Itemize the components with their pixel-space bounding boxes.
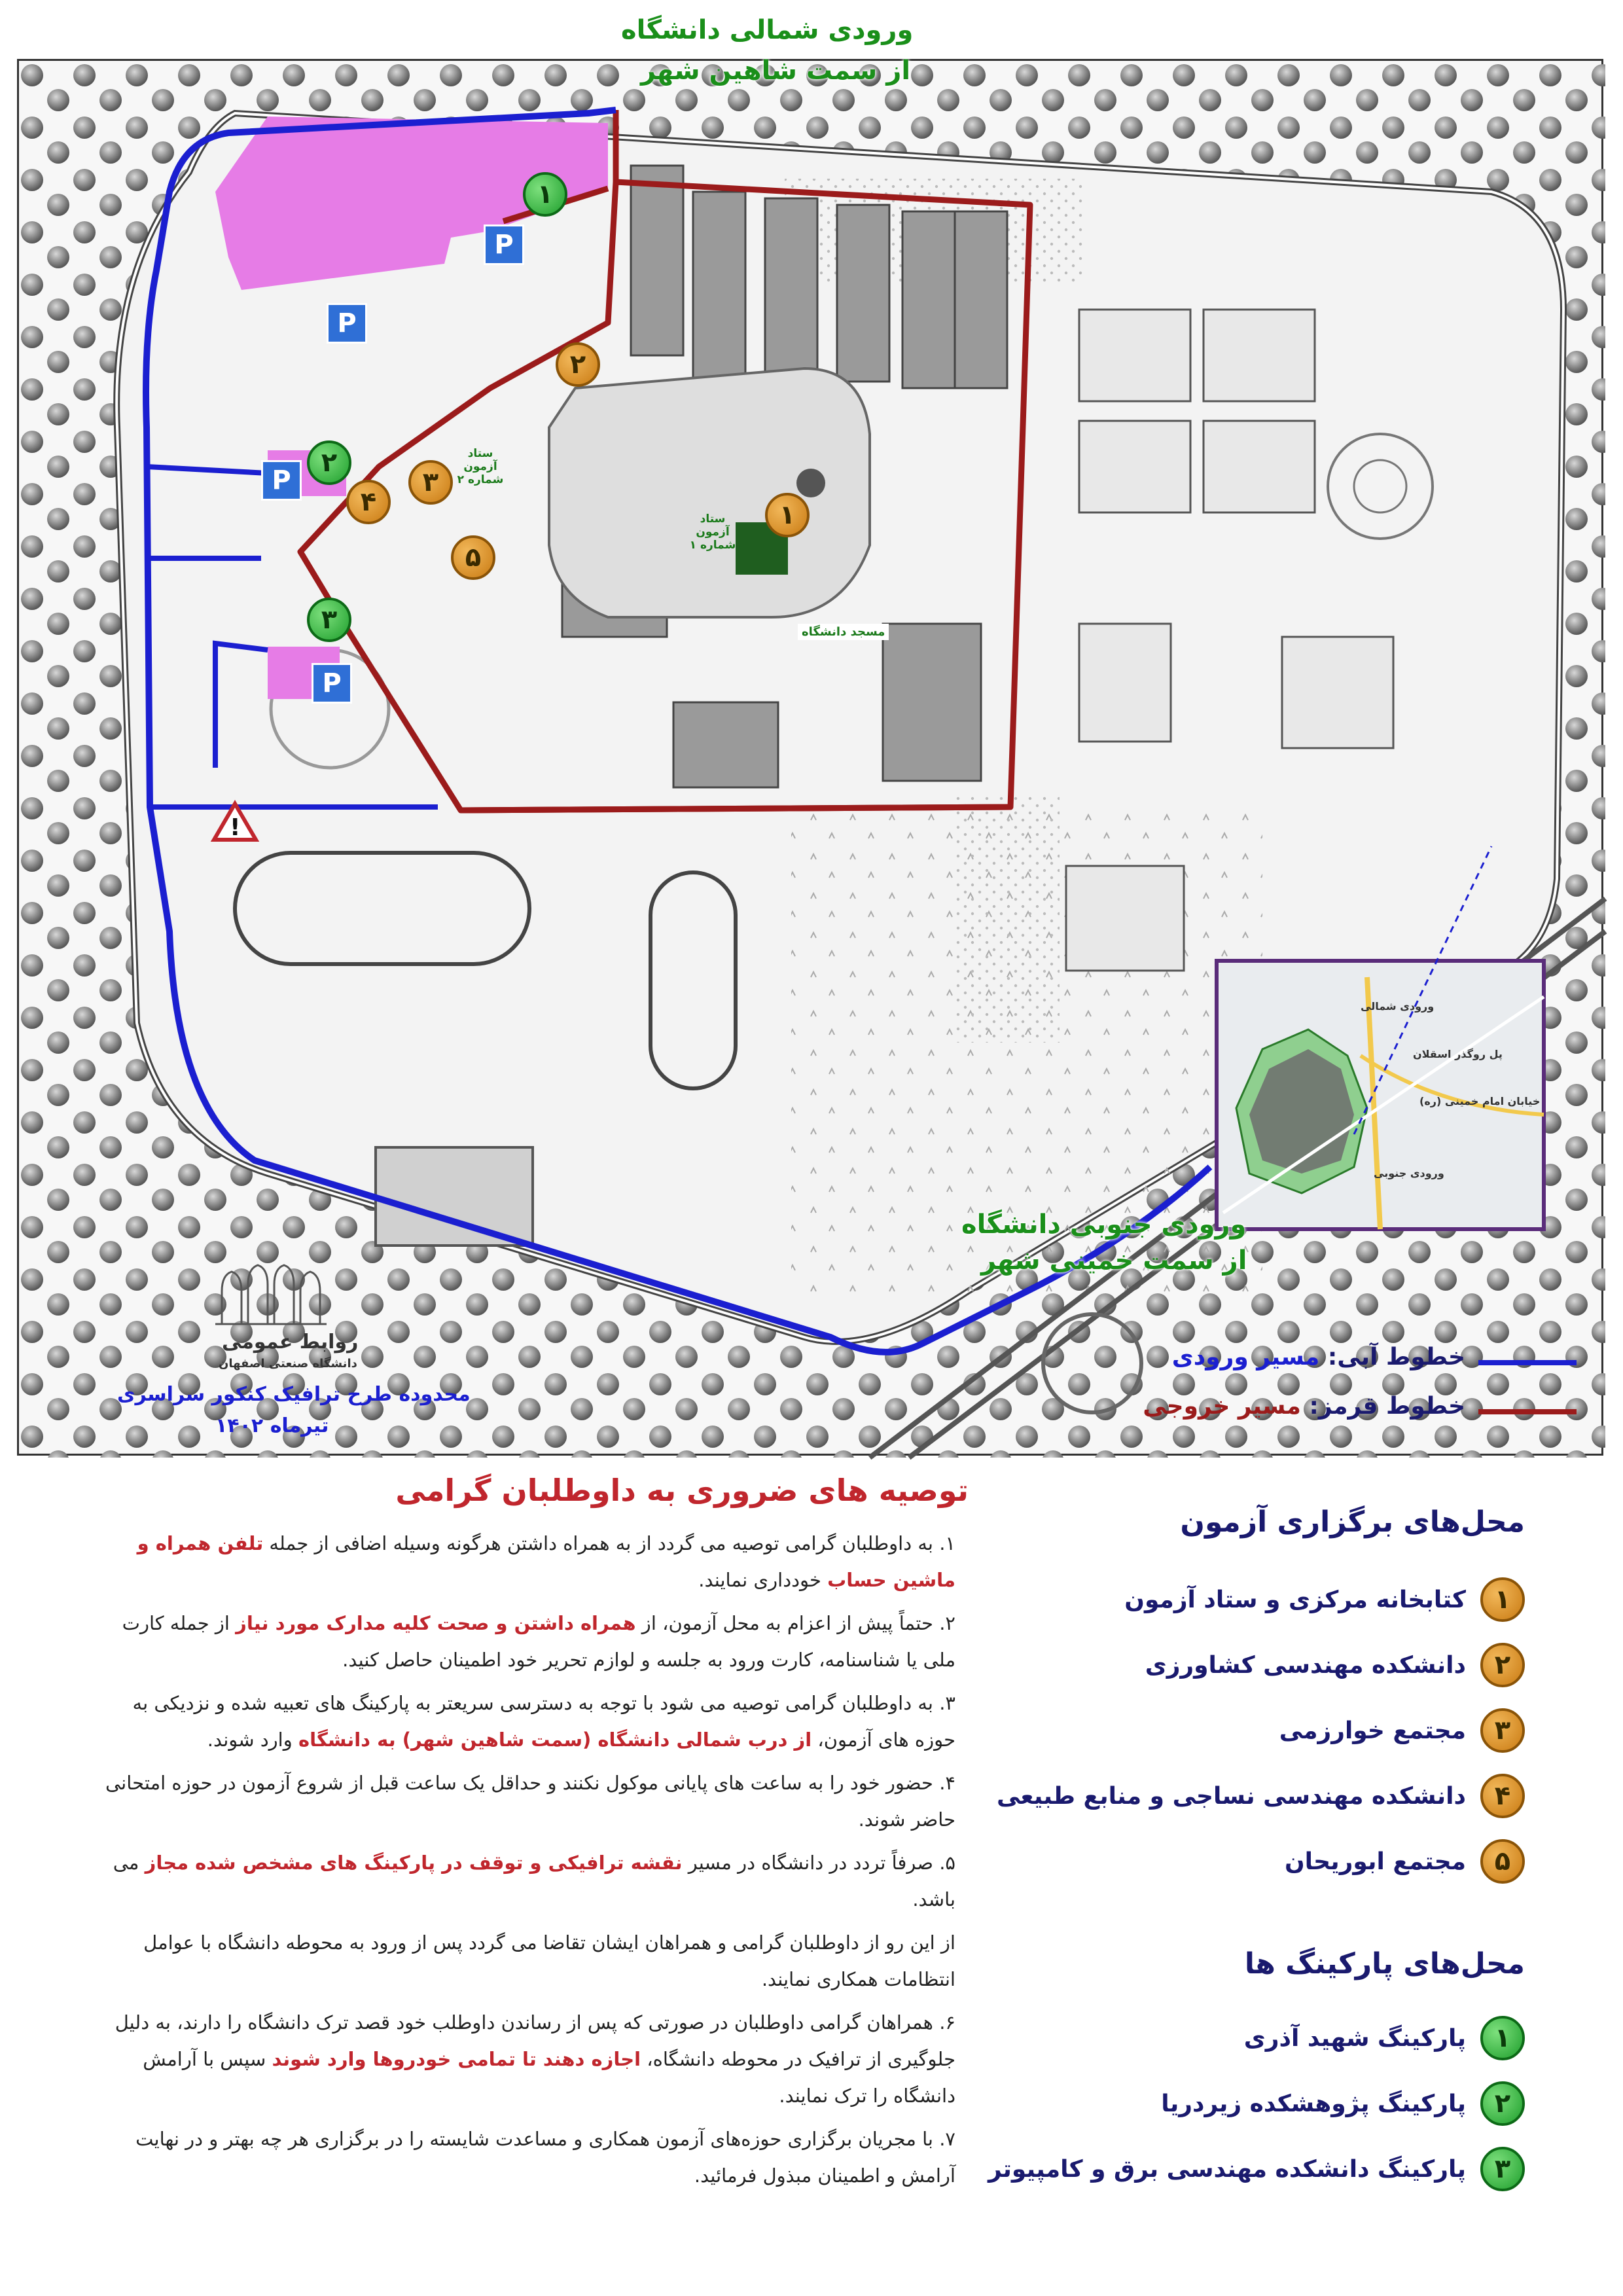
- hq2-label: ستاد آزمون شماره ۲: [457, 447, 504, 486]
- exam-location-1-label: کتابخانه مرکزی و ستاد آزمون: [1124, 1586, 1466, 1613]
- parking-marker-2[interactable]: ۲: [307, 440, 351, 485]
- mosque-label: مسجد دانشگاه: [798, 624, 889, 640]
- parking-1-badge: ۱: [1480, 2016, 1525, 2060]
- date-text: تیرماه ۱۴۰۲: [215, 1414, 329, 1437]
- north-entrance-title: ورودی شمالی دانشگاه: [621, 15, 914, 45]
- exam-location-5-label: مجتمع ابوریحان: [1284, 1848, 1466, 1875]
- recommendation-5-note: از این رو از داوطلبان گرامی و همراهان ایشان تقاضا می گردد پس از ورود به محوطه دانشگاه با عوامل انتظامات همکاری نمایند.: [143, 1931, 955, 1990]
- parking-marker-1[interactable]: ۱: [523, 172, 567, 217]
- parking-3-label: پارکینگ دانشکده مهندسی برق و کامپیوتر: [988, 2155, 1466, 2183]
- recommendations-list: [92, 1525, 955, 2200]
- recommendation-3: ۳. به داوطلبان گرامی توصیه می شود با توجه به دسترسی سریعتر به پارکینگ های تعبیه شده و نزدیکی به حوزه های آزمون، از درب شمالی دانشگاه (سمت شاهین شهر) به دانشگاه وارد شوند.: [132, 1692, 955, 1751]
- parking-2-label: پارکینگ پژوهشکده زیردریا: [1161, 2090, 1466, 2117]
- parking-sign-1: P: [484, 224, 524, 265]
- recommendation-1: ۱. به داوطلبان گرامی توصیه می گردد از به همراه داشتن هرگونه وسیله اضافی از جمله تلفن همراه و ماشین حساب خودداری نمایند.: [137, 1532, 955, 1591]
- legend-blue-prefix: خطوط آبی:: [1327, 1344, 1465, 1371]
- recommendations-title: توصیه های ضروری به داوطلبان گرامی: [395, 1473, 969, 1508]
- parking-2: [1161, 2081, 1525, 2126]
- legend-blue: [1164, 1344, 1465, 1371]
- exam-location-3: [1279, 1708, 1525, 1753]
- exam-location-1-badge: ۱: [1480, 1577, 1525, 1622]
- recommendation-5: ۵. صرفاً تردد در دانشگاه در مسیر نقشه ترافیکی و توقف در پارکینگ های مشخص شده مجاز می باشد.: [113, 1852, 955, 1910]
- exam-location-3-badge: ۳: [1480, 1708, 1525, 1753]
- parking-sign-1b: P: [327, 303, 367, 344]
- org-subname: دانشگاه صنعتی اصفهان: [219, 1357, 357, 1371]
- parkings-title: محل‌های پارکینگ ها: [1244, 1947, 1525, 1981]
- scope-text: محدوده طرح ترافیک کنکور سراسری: [117, 1383, 471, 1406]
- recommendation-4: ۴. حضور خود را به ساعت های پایانی موکول نکنند و حداقل یک ساعت قبل از شروع آزمون در حوزه امتحانی حاضر شوند.: [105, 1772, 955, 1831]
- parking-1: [1244, 2016, 1525, 2060]
- exam-location-2-badge: ۲: [1480, 1643, 1525, 1687]
- recommendation-6: ۶. همراهان گرامی داوطلبان در صورتی که پس از رساندن داوطلب خود قصد ترک دانشگاه را دارند، به دلیل جلوگیری از ترافیک در محوطه دانشگاه، اجازه دهند تا تمامی خودروها وارد شوند سپس با آرامش دانشگاه را ترک نمایند.: [115, 2011, 955, 2107]
- north-entrance-subtitle: از سمت شاهین شهر: [641, 56, 911, 86]
- legend-red: [1143, 1393, 1465, 1420]
- legend-blue-text: مسیر ورودی: [1171, 1344, 1320, 1371]
- exam-marker-5[interactable]: ۵: [451, 535, 495, 580]
- hq1-label: ستاد آزمون شماره ۱: [689, 512, 736, 552]
- exam-locations-title: محل‌های برگزاری آزمون: [1180, 1505, 1525, 1539]
- svg-text:!: !: [230, 814, 241, 841]
- parking-3-badge: ۳: [1480, 2147, 1525, 2191]
- exam-location-2: [1145, 1643, 1525, 1687]
- inset-street-label: خیابان امام خمینی (ره): [1419, 1095, 1541, 1107]
- inset-north-label: ورودی شمالی: [1361, 1000, 1435, 1013]
- legend-red-prefix: خطوط قرمز:: [1309, 1393, 1465, 1420]
- exam-location-4: [997, 1774, 1525, 1818]
- exam-location-4-badge: ۴: [1480, 1774, 1525, 1818]
- legend-red-text: مسیر خروجی: [1143, 1393, 1301, 1420]
- parking-marker-3[interactable]: ۳: [307, 598, 351, 642]
- exam-location-1: [1124, 1577, 1525, 1622]
- exam-marker-4[interactable]: ۴: [346, 480, 391, 524]
- south-entrance-subtitle: از سمت خمینی شهر: [981, 1246, 1247, 1276]
- org-name: روابط عمومی: [222, 1331, 359, 1354]
- campus-map-drawing: [19, 61, 1605, 1458]
- exam-location-5-badge: ۵: [1480, 1839, 1525, 1884]
- exam-location-3-label: مجتمع خوارزمی: [1279, 1717, 1466, 1744]
- parking-3: [988, 2147, 1525, 2191]
- legend-red-line: [1478, 1409, 1577, 1414]
- exam-marker-2[interactable]: ۲: [556, 342, 600, 387]
- exam-marker-3[interactable]: ۳: [408, 460, 453, 505]
- legend-blue-line: [1478, 1360, 1577, 1365]
- recommendation-7: ۷. با مجریان برگزاری حوزه‌های آزمون همکاری و مساعدت شایسته را در برگزاری هر چه بهتر و در نهایت آرامش و اطمینان مبذول فرمائید.: [135, 2128, 955, 2187]
- dotted-field: [955, 794, 1060, 1043]
- university-logo-icon: [209, 1259, 333, 1331]
- parking-1-label: پارکینگ شهید آذری: [1243, 2024, 1466, 2052]
- exam-location-4-label: دانشکده مهندسی نساجی و منابع طبیعی: [996, 1782, 1466, 1810]
- exam-location-2-label: دانشکده مهندسی کشاورزی: [1145, 1651, 1466, 1679]
- recommendation-2: ۲. حتماً پیش از اعزام به محل آزمون، از همراه داشتن و صحت کلیه مدارک مورد نیاز از جمله کارت ملی یا شناسنامه، کارت ورود به جلسه و لوازم تحریر خود اطمینان حاصل کنید.: [122, 1612, 955, 1671]
- southwest-building: [376, 1147, 533, 1246]
- inset-bridge-label: پل روگذر اسقلان: [1413, 1048, 1503, 1060]
- inset-south-label: ورودی جنوبی: [1374, 1167, 1444, 1179]
- campus-map: [17, 15, 1603, 1456]
- parking-2-badge: ۲: [1480, 2081, 1525, 2126]
- south-entrance-title: ورودی جنوبی دانشگاه: [961, 1210, 1247, 1240]
- parking-sign-3: P: [312, 663, 352, 704]
- exam-location-5: [1285, 1839, 1525, 1884]
- parking-sign-2: P: [261, 460, 302, 501]
- exam-marker-1[interactable]: ۱: [765, 493, 810, 537]
- central-plaza: [549, 368, 870, 617]
